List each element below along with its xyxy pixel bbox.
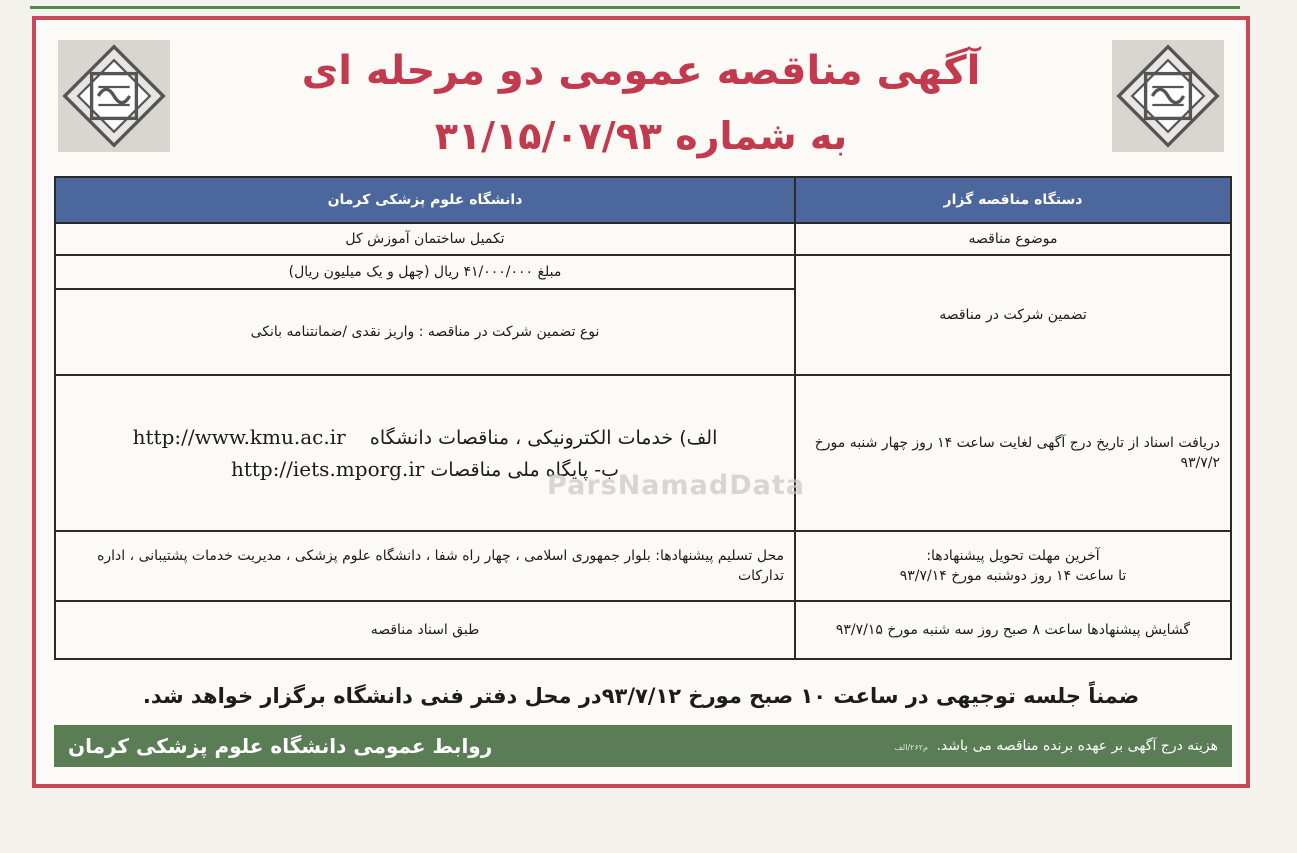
opening-value: طبق اسناد مناقصه [55,601,795,659]
deadline-label-line2: تا ساعت ۱۴ روز دوشنبه مورخ ۹۳/۷/۱۴ [899,568,1127,584]
university-emblem-right [1112,40,1224,152]
table-row [55,375,1231,531]
top-divider [30,0,1240,9]
documents-source-national-text: ب- پایگاه ملی مناقصات [430,459,620,481]
guarantee-amount: مبلغ ۴۱/۰۰۰/۰۰۰ ریال (چهل و یک میلیون ریال) [55,255,795,289]
documents-source-university [66,421,784,453]
organizer-label: دستگاه مناقصه گزار [795,177,1231,223]
documents-source-university-text: الف) خدمات الکترونیکی ، مناقصات دانشگاه [369,426,718,449]
deadline-label-line1: آخرین مهلت تحویل پیشنهادها: [926,547,1100,564]
tender-title: آگهی مناقصه عمومی دو مرحله ای [301,48,981,94]
university-emblem-left [58,40,170,152]
subject-value: تکمیل ساختمان آموزش کل [55,223,795,255]
guarantee-type: نوع تضمین شرکت در مناقصه : واریز نقدی /ضمانتنامه بانکی [55,289,795,375]
subject-label: موضوع مناقصه [795,223,1231,255]
emblem-icon [58,40,170,152]
opening-label: گشایش پیشنهادها ساعت ۸ صبح روز سه شنبه مورخ ۹۳/۷/۱۵ [795,601,1231,659]
documents-label: دریافت اسناد از تاریخ درج آگهی لغایت ساعت ۱۴ روز چهار شنبه مورخ ۹۳/۷/۲ [795,375,1231,531]
documents-sources [55,375,795,531]
watermark-text: ParsNamadData [547,470,805,501]
table-row [55,255,1231,289]
table-row [55,223,1231,255]
tender-number: به شماره ۳۱/۱۵/۰۷/۹۳ [434,114,848,158]
emblem-icon [1112,40,1224,152]
footer-bar [54,725,1232,767]
ad-cost-text: هزینه درج آگهی بر عهده برنده مناقصه می باشد. [936,738,1218,754]
briefing-session-note: ضمناً جلسه توجیهی در ساعت ۱۰ صبح مورخ ۹۳/۷/۱۲در محل دفتر فنی دانشگاه برگزار خواهد شد. [142,684,1140,708]
advertisement-frame [32,16,1250,788]
table-row [55,601,1231,659]
university-url-link[interactable]: http://www.kmu.ac.ir [132,424,346,449]
tender-details-table [54,176,1232,660]
ad-cost-note [895,738,1218,754]
table-header-row [55,177,1231,223]
delivery-place: محل تسلیم پیشنهادها: بلوار جمهوری اسلامی ، چهار راه شفا ، دانشگاه علوم پزشکی ، مدیریت خدمات پشتیبانی ، اداره تدارکات [55,531,795,601]
guarantee-label: تضمین شرکت در مناقصه [795,255,1231,375]
deadline-label [795,531,1231,601]
documents-source-national [66,453,784,485]
ad-code: م۲۶۲/الف [894,743,928,752]
public-relations-signature: روابط عمومی دانشگاه علوم پزشکی کرمان [68,734,493,758]
table-row [55,531,1231,601]
organizer-value: دانشگاه علوم پزشکی کرمان [55,177,795,223]
national-portal-url-link[interactable]: http://iets.mporg.ir [230,457,425,481]
